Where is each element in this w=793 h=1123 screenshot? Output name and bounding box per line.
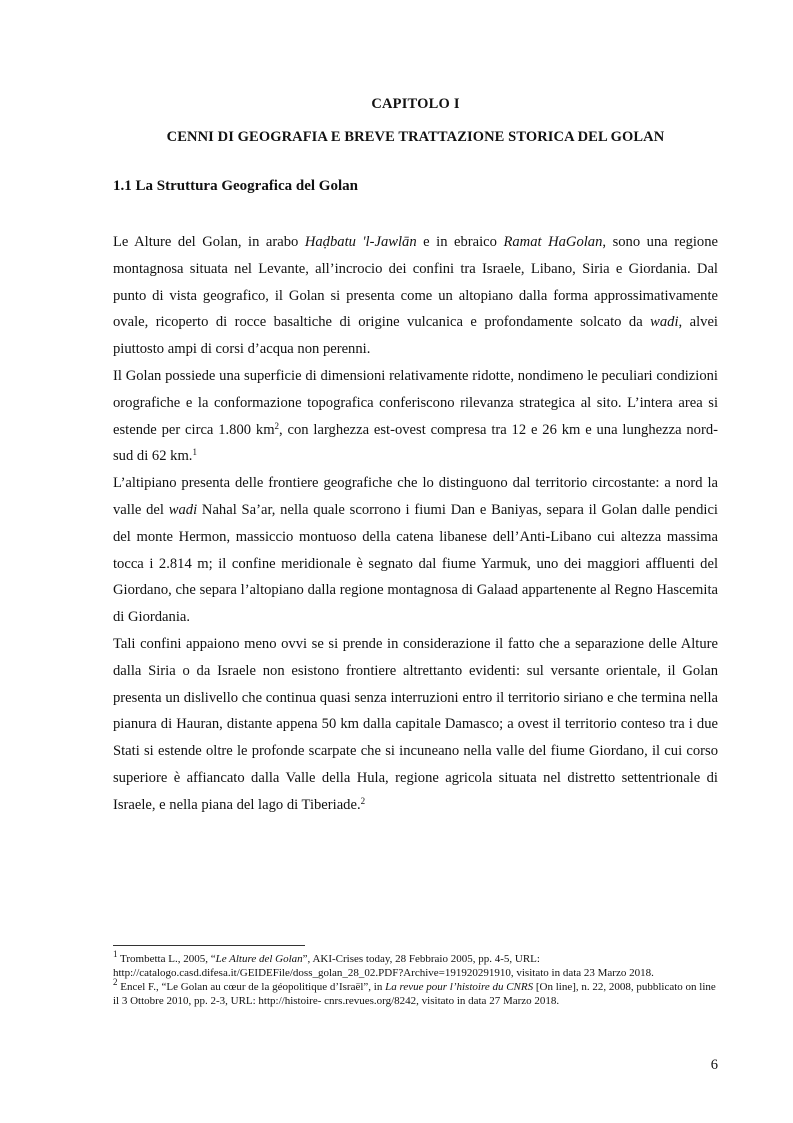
italic-title: La revue pour l’histoire du CNRS bbox=[385, 981, 534, 994]
body-text bbox=[113, 229, 718, 819]
italic-term: Haḍbatu 'l-Jawlān bbox=[304, 234, 417, 250]
text-run: Le Alture del Golan, in arabo bbox=[113, 234, 305, 250]
text-run: , sono una regione montagnosa situata nel Levante, all’incrocio dei confini tra Israele, Libano, Siria e Giordania. Dal punto di vista geografico, il Golan si presenta come un altopiano dalla forma approssimativamente ovale, ricoperto di rocce basaltiche di origine vulcanica e profondamente solcato da bbox=[113, 234, 718, 331]
text-run: Trombetta L., 2005, “ bbox=[117, 953, 216, 965]
text-run: ”, AKI-Crises today, 28 Febbraio 2005, pp. 4-5, URL: http://catalogo.casd.difesa.it/GEIDEFile/doss_golan_28_02.PDF?Archive=191920291910, visitato in data 23 Marzo 2018. bbox=[113, 953, 654, 980]
text-run: Il Golan possiede una superficie di dimensioni relativamente ridotte, nondimeno le peculiari condizioni orografiche e la conformazione topografica conferiscono rilevanza strategica al sito. L’intera area si estende per circa 1.800 km bbox=[113, 367, 718, 438]
superscript: 2 bbox=[274, 420, 280, 431]
text-run: Tali confini appaiono meno ovvi se si prende in considerazione il fatto che a separazione delle Alture dalla Siria o da Israele non esistono frontiere altrettanto evidenti: sul versante orientale, il Golan presenta un dislivello che continua quasi senza interruzioni entro il territorio siriano e che termina nella pianura di Hauran, distante appena 50 km dalla capitale Damasco; a ovest il territorio conteso tra i due Stati si estende oltre le profonde scarpate che si incuneano nella valle del fiume Giordano, il cui corso superiore è affiancato dalla Valle della Hula, regione agricola situata nel distretto settentrionale di Israele, e nella piana del lago di Tiberiade. bbox=[113, 635, 718, 813]
text-run: L’altipiano presenta delle frontiere geografiche che lo distinguono dal territorio circostante: a nord la valle del bbox=[113, 475, 718, 518]
page-number: 6 bbox=[710, 1057, 718, 1073]
italic-title: Le Alture del Golan bbox=[215, 953, 303, 965]
footnote-ref-1[interactable]: 1 bbox=[192, 447, 197, 458]
paragraph-3 bbox=[113, 470, 718, 631]
footnotes bbox=[113, 949, 718, 1008]
text-run: Nahal Sa’ar, nella quale scorrono i fiumi Dan e Baniyas, separa il Golan dalle pendici del monte Hermon, massiccio montuoso della catena libanese dell’Anti-Libano cui altezza massima tocca i 2.814 m; il confine meridionale è segnato dal fiume Yarmuk, uno dei maggiori affluenti del Giordano, che separa l’altopiano dalla regione montagnosa di Galaad appartenente al Regno Hascemita di Giordania. bbox=[113, 501, 718, 626]
italic-term: wadi bbox=[168, 501, 198, 518]
section-heading: 1.1 La Struttura Geografica del Golan bbox=[113, 178, 358, 194]
italic-term: wadi bbox=[650, 314, 679, 331]
text-run: [On line], n. 22, 2008, pubblicato on line il 3 Ottobre 2010, pp. 2-3, URL: http://histoire- cnrs.revues.org/8242, visitato in data 27 Marzo 2018. bbox=[113, 981, 716, 1008]
text-run: , con larghezza est-ovest compresa tra 12 e 26 km e una lunghezza nord-sud di 62 km. bbox=[113, 421, 718, 465]
text-run: Encel F., “Le Golan au cœur de la géopolitique d’Israël”, in bbox=[117, 981, 386, 994]
chapter-subtitle: CENNI DI GEOGRAFIA E BREVE TRATTAZIONE STORICA DEL GOLAN bbox=[166, 129, 665, 145]
footnote-number: 2 bbox=[113, 977, 118, 988]
paragraph-1 bbox=[113, 229, 718, 363]
document-page bbox=[113, 0, 718, 1123]
paragraph-2 bbox=[113, 363, 718, 470]
footnote-1 bbox=[113, 949, 718, 980]
footnote-separator bbox=[113, 945, 305, 946]
footnote-ref-2[interactable]: 2 bbox=[360, 795, 366, 806]
footnote-number: 1 bbox=[113, 949, 118, 959]
text-run: e in ebraico bbox=[416, 234, 504, 250]
text-run: , alvei piuttosto ampi di corsi d’acqua non perenni. bbox=[113, 314, 718, 358]
footnote-2 bbox=[113, 977, 718, 1008]
italic-term: Ramat HaGolan bbox=[503, 234, 603, 250]
chapter-title: CAPITOLO I bbox=[371, 96, 460, 112]
paragraph-4 bbox=[113, 631, 718, 819]
